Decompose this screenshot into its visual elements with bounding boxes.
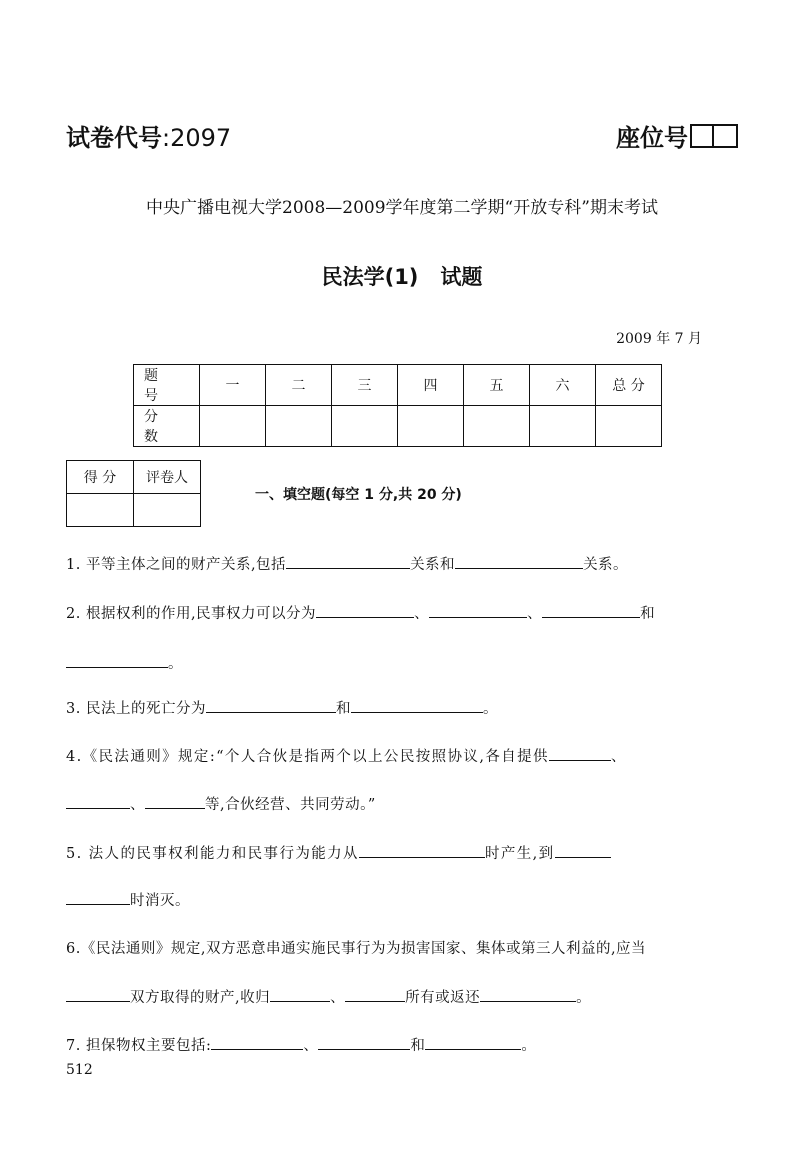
section-title: 一、填空题(每空 1 分,共 20 分) (255, 487, 462, 503)
exam-date: 2009 年 7 月 (616, 331, 702, 347)
question-2 (66, 602, 655, 623)
column-4: 四 (398, 365, 464, 406)
q7-blank-3[interactable] (425, 1037, 521, 1050)
q1-blank-2[interactable] (455, 556, 583, 569)
grader-score-cell[interactable] (67, 494, 134, 527)
question-5 (66, 842, 611, 863)
q7-text-b: 和 (410, 1038, 426, 1054)
q7-text-end: 。 (521, 1038, 537, 1054)
q5-text-a: 5. 法人的民事权利能力和民事行为能力从 (66, 846, 359, 862)
q4-sep-1: 、 (610, 749, 627, 765)
score-cell-total[interactable] (596, 406, 662, 447)
q1-text-a: 1. 平等主体之间的财产关系,包括 (66, 557, 287, 573)
column-5: 五 (464, 365, 530, 406)
paper-code-label: 试卷代号 (66, 124, 162, 152)
q2-blank-4[interactable] (66, 655, 168, 668)
q4-blank-1[interactable] (549, 748, 611, 761)
page-number: 512 (66, 1062, 93, 1078)
seat-box-2[interactable] (714, 124, 738, 148)
grader-table (66, 460, 201, 527)
q4-text-a: 4.《民法通则》规定:“个人合伙是指两个以上公民按照协议,各自提供 (66, 749, 549, 765)
q4-sep-2: 、 (130, 797, 145, 813)
q2-text-a: 2. 根据权利的作用,民事权力可以分为 (66, 606, 317, 622)
q6-blank-4[interactable] (480, 989, 576, 1002)
q2-blank-1[interactable] (316, 605, 414, 618)
q6-text-a: 6.《民法通则》规定,双方恶意串通实施民事行为为损害国家、集体或第三人利益的,应当 (66, 941, 647, 957)
score-cell-3[interactable] (332, 406, 398, 447)
question-1 (66, 553, 628, 574)
title-suffix: 试题 (440, 265, 483, 289)
seat-boxes (690, 124, 738, 148)
q5-blank-2b[interactable] (66, 892, 130, 905)
question-6 (66, 937, 646, 958)
score-cell-2[interactable] (266, 406, 332, 447)
q6-blank-2[interactable] (270, 989, 330, 1002)
paper-code (66, 118, 231, 153)
seat-box-1[interactable] (690, 124, 714, 148)
q4-text-b: 等,合伙经营、共同劳动。” (205, 797, 376, 813)
paper-code-value: :2097 (162, 124, 232, 152)
q2-blank-2[interactable] (429, 605, 527, 618)
q1-blank-1[interactable] (286, 556, 410, 569)
q1-text-b: 关系和 (410, 557, 456, 573)
score-cell-1[interactable] (200, 406, 266, 447)
column-3: 三 (332, 365, 398, 406)
q5-blank-2a[interactable] (555, 845, 611, 858)
total-label: 总 分 (596, 365, 662, 406)
question-4 (66, 745, 627, 766)
q3-text-b: 和 (335, 701, 351, 717)
score-cell-5[interactable] (464, 406, 530, 447)
q7-blank-1[interactable] (211, 1037, 303, 1050)
q2-sep-2: 、 (527, 606, 543, 622)
question-7 (66, 1034, 536, 1055)
q7-sep: 、 (303, 1038, 319, 1054)
score-table-score-row (134, 406, 662, 447)
q5-text-b: 时产生,到 (484, 846, 555, 862)
q4-blank-3[interactable] (145, 796, 205, 809)
q2-sep-1: 、 (414, 606, 430, 622)
q3-blank-2[interactable] (351, 700, 483, 713)
q6-blank-1[interactable] (66, 989, 130, 1002)
q6-text-b: 双方取得的财产,收归 (130, 990, 271, 1006)
q6-text-c: 所有或返还 (405, 990, 481, 1006)
q3-text-end: 。 (482, 701, 498, 717)
column-1: 一 (200, 365, 266, 406)
score-label: 分 数 (134, 406, 200, 447)
score-table-header-row (134, 365, 662, 406)
q3-text-a: 3. 民法上的死亡分为 (66, 701, 206, 717)
q1-text-c: 关系。 (583, 557, 629, 573)
page-title (0, 261, 804, 291)
exam-header: 中央广播电视大学2008—2009学年度第二学期“开放专科”期末考试 (146, 198, 658, 218)
q6-text-end: 。 (576, 990, 592, 1006)
column-2: 二 (266, 365, 332, 406)
column-6: 六 (530, 365, 596, 406)
score-cell-6[interactable] (530, 406, 596, 447)
grader-score-label: 得 分 (67, 461, 134, 494)
question-4-cont (66, 793, 376, 814)
q3-blank-1[interactable] (206, 700, 336, 713)
title-main: 民法学(1) (321, 265, 419, 289)
q6-blank-3[interactable] (345, 989, 405, 1002)
q5-text-c: 时消灭。 (130, 893, 190, 909)
score-cell-4[interactable] (398, 406, 464, 447)
score-table (133, 364, 662, 447)
question-6-cont (66, 986, 591, 1007)
seat-number (616, 118, 738, 153)
q5-blank-1[interactable] (359, 845, 485, 858)
q7-text-a: 7. 担保物权主要包括: (66, 1038, 212, 1054)
q7-blank-2[interactable] (318, 1037, 410, 1050)
question-5-cont (66, 889, 190, 910)
q2-text-end: 。 (168, 656, 183, 672)
grader-name-cell[interactable] (134, 494, 201, 527)
question-2-cont (66, 652, 183, 673)
question-number-label: 题 号 (134, 365, 200, 406)
grader-label: 评卷人 (134, 461, 201, 494)
q2-text-b: 和 (640, 606, 656, 622)
q4-blank-2[interactable] (66, 796, 130, 809)
question-3 (66, 697, 498, 718)
seat-label: 座位号 (616, 124, 688, 152)
q2-blank-3[interactable] (542, 605, 640, 618)
q6-sep: 、 (330, 990, 346, 1006)
